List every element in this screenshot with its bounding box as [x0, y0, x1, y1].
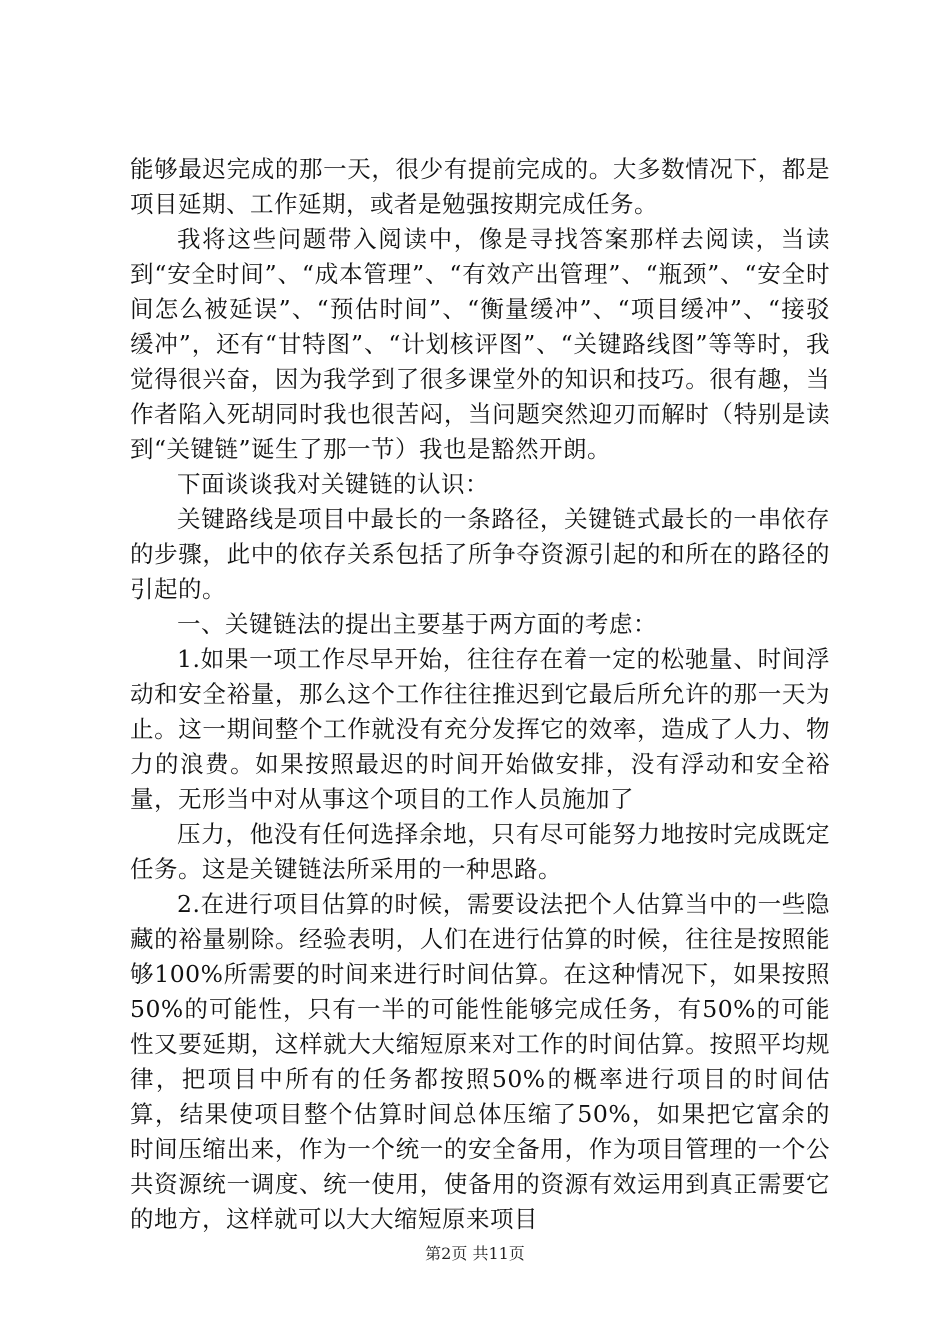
- page-number-footer: 第2页 共11页: [425, 1244, 525, 1263]
- paragraph-5: 一、关键链法的提出主要基于两方面的考虑：: [177, 610, 657, 638]
- paragraph-7: 压力，他没有任何选择余地，只有尽可能努力地按时完成既定任务。这是关键链法所采用的一种思路。: [130, 820, 830, 883]
- paragraph-3: 下面谈谈我对关键链的认识：: [177, 470, 489, 498]
- document-body: [130, 152, 830, 1237]
- paragraph-4: 关键路线是项目中最长的一条路径，关键链式最长的一串依存的步骤，此中的依存关系包括了所争夺资源引起的和所在的路径的引起的。: [130, 505, 830, 603]
- paragraph-8: 2.在进行项目估算的时候，需要设法把个人估算当中的一些隐藏的裕量剔除。经验表明，人们在进行估算的时候，往往是按照能够100%所需要的时间来进行时间估算。在这种情况下，如果按照50%的可能性，只有一半的可能性能够完成任务，有50%的可能性又要延期，这样就大大缩短原来对工作的时间估算。按照平均规律，把项目中所有的任务都按照50%的概率进行项目的时间估算，结果使项目整个估算时间总体压缩了50%，如果把它富余的时间压缩出来，作为一个统一的安全备用，作为项目管理的一个公共资源统一调度、统一使用，使备用的资源有效运用到真正需要它的地方，这样就可以大大缩短原来项目: [130, 890, 830, 1233]
- paragraph-1: 能够最迟完成的那一天，很少有提前完成的。大多数情况下，都是项目延期、工作延期，或者是勉强按期完成任务。: [130, 155, 830, 218]
- paragraph-6: 1.如果一项工作尽早开始，往往存在着一定的松驰量、时间浮动和安全裕量，那么这个工作往往推迟到它最后所允许的那一天为止。这一期间整个工作就没有充分发挥它的效率，造成了人力、物力的浪费。如果按照最迟的时间开始做安排，没有浮动和安全裕量，无形当中对从事这个项目的工作人员施加了: [130, 645, 830, 813]
- paragraph-2: 我将这些问题带入阅读中，像是寻找答案那样去阅读，当读到“安全时间”、“成本管理”、“有效产出管理”、“瓶颈”、“安全时间怎么被延误”、“预估时间”、“衡量缓冲”、“项目缓冲”、“接驳缓冲”，还有“甘特图”、“计划核评图”、“关键路线图”等等时，我觉得很兴奋，因为我学到了很多课堂外的知识和技巧。很有趣，当作者陷入死胡同时我也很苦闷，当问题突然迎刃而解时（特别是读到“关键链”诞生了那一节）我也是豁然开朗。: [130, 225, 830, 463]
